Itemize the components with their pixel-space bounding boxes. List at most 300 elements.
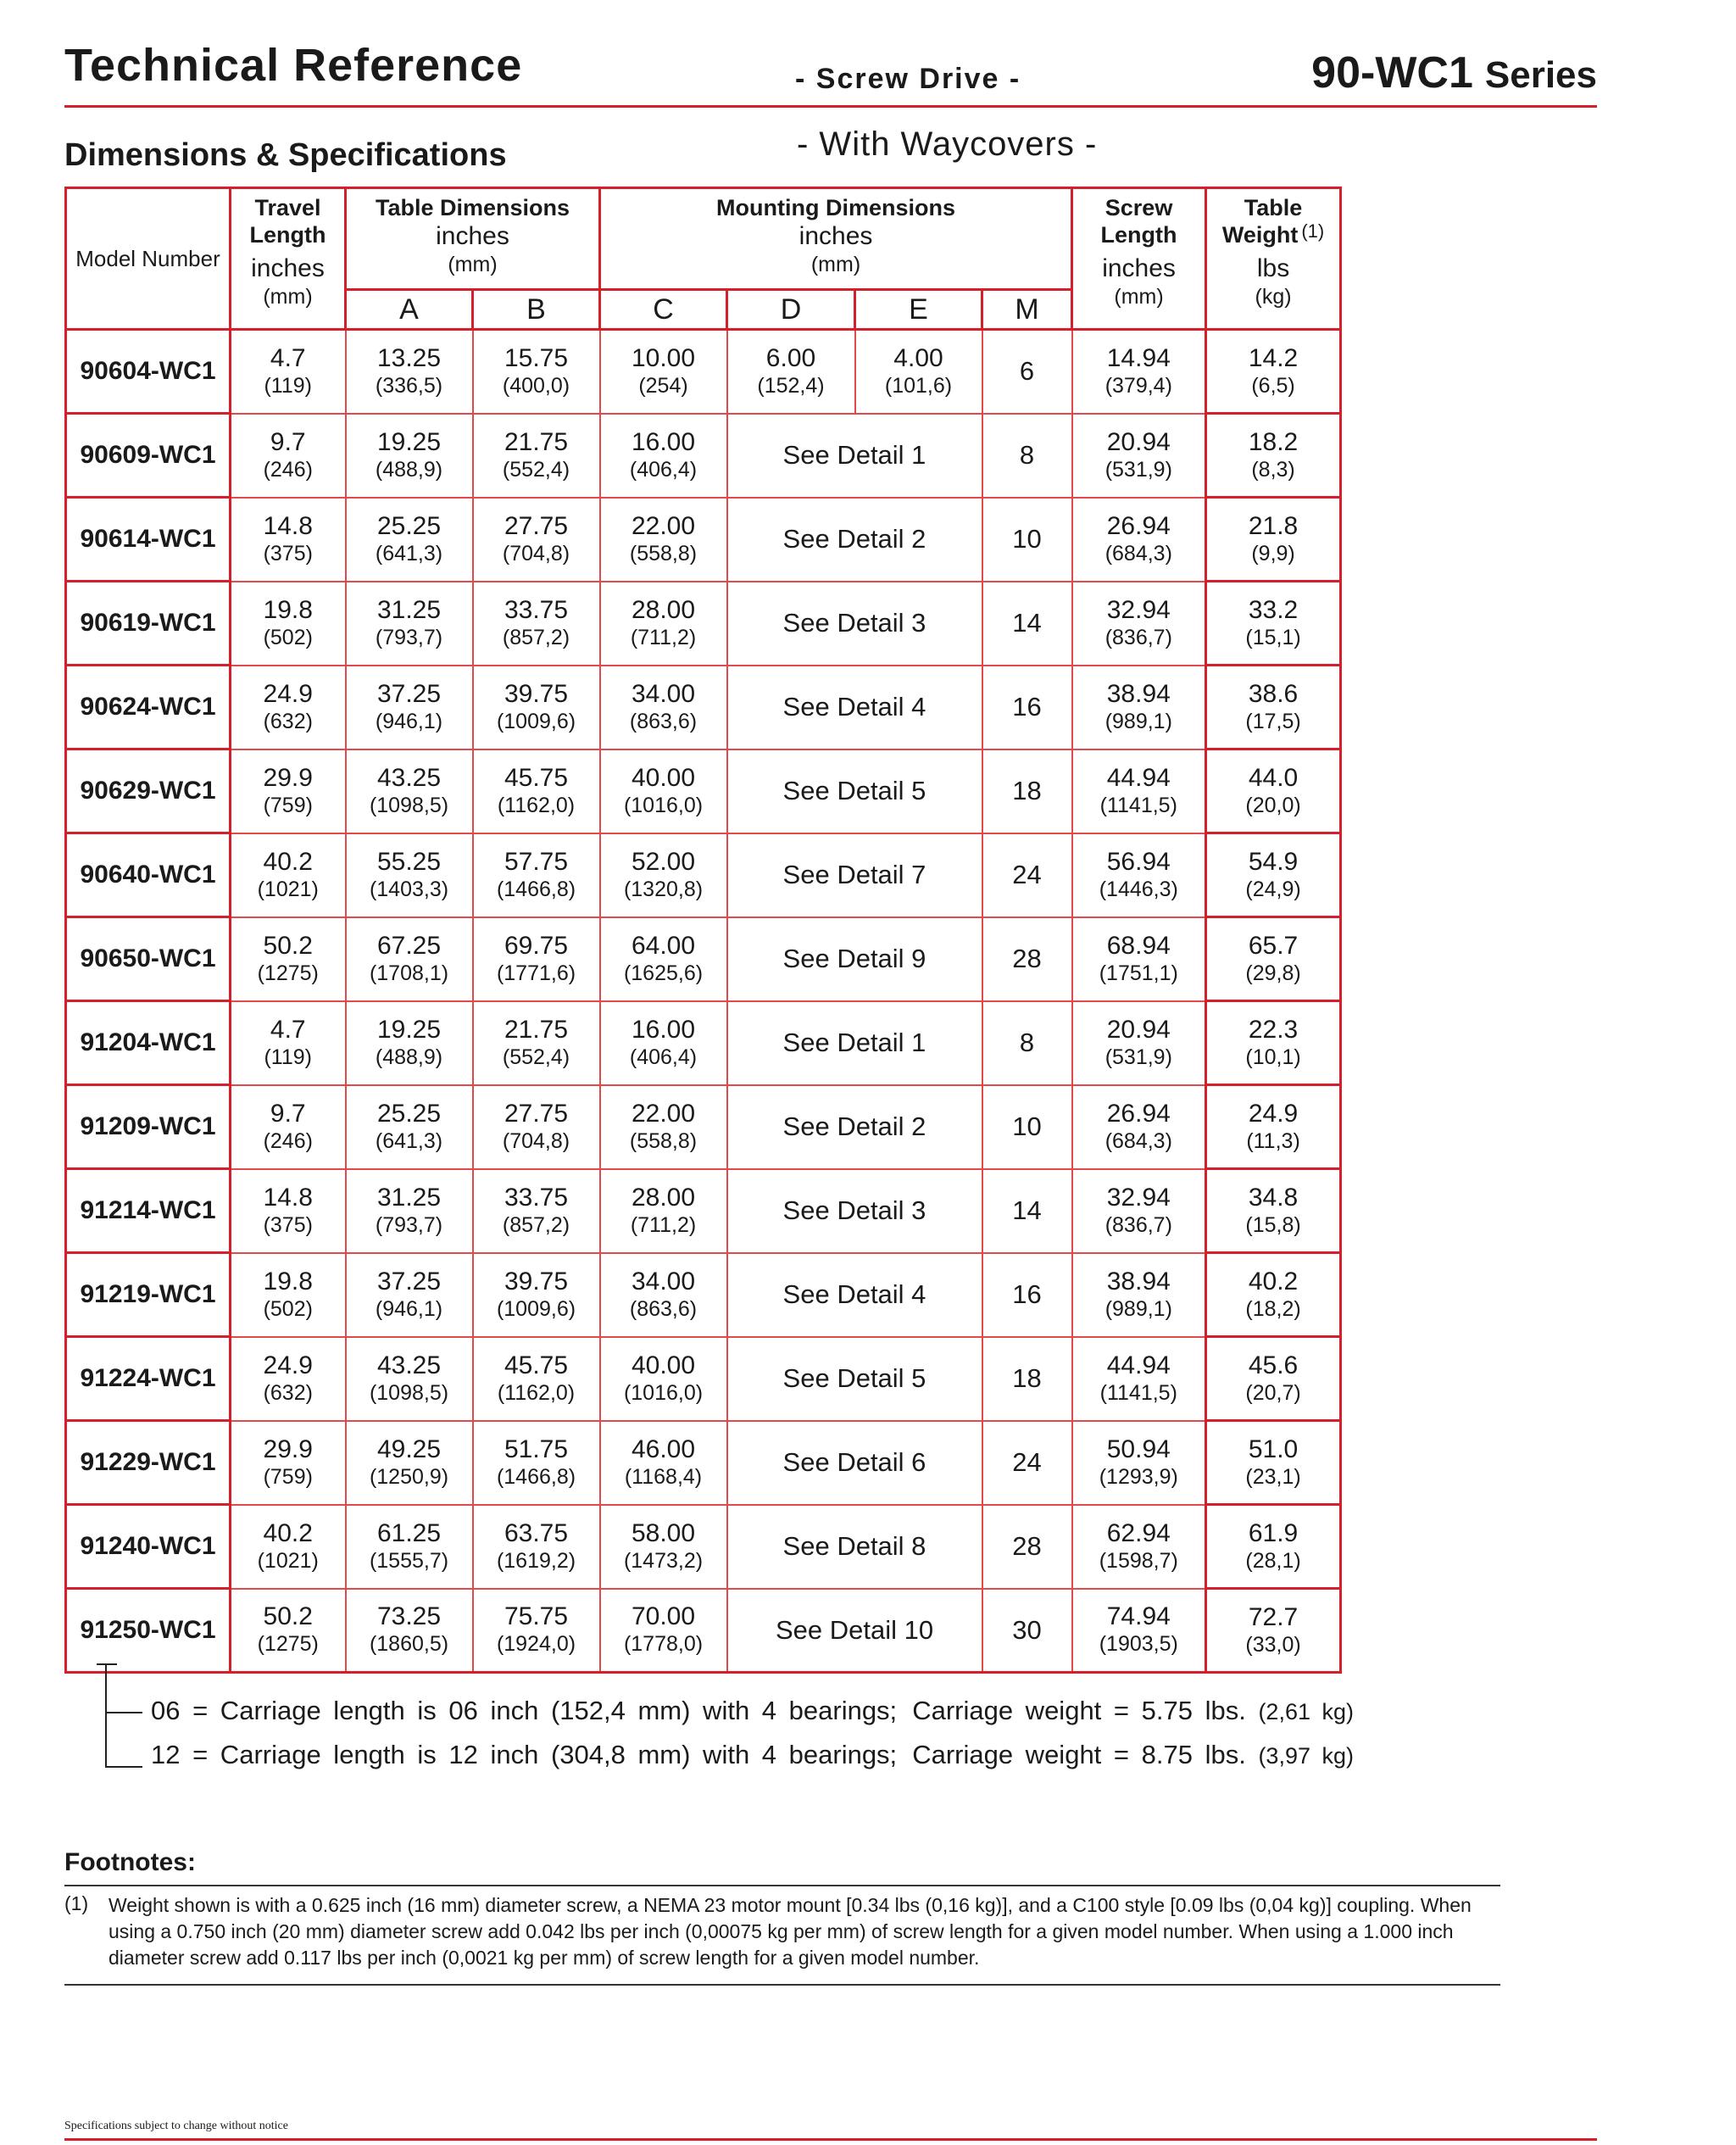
dim-m-cell: 28	[982, 1505, 1072, 1589]
dim-c-mm: (558,8)	[629, 1128, 698, 1153]
series-number: 90-WC1	[1311, 48, 1473, 98]
header-col-a: A	[346, 290, 473, 330]
dim-a-value: 31.25	[376, 1183, 442, 1212]
table-weight-value: 54.9	[1248, 847, 1299, 876]
legend-line-06	[151, 1696, 1354, 1726]
header-screw-unit: inches	[1102, 254, 1176, 282]
dim-b-value: 27.75	[504, 1099, 569, 1128]
travel-length-mm: (1021)	[257, 877, 319, 901]
dim-c-value: 34.00	[631, 1267, 696, 1295]
dim-m-cell: 18	[982, 749, 1072, 833]
screw-length-value: 20.94	[1106, 427, 1171, 456]
header-travel-unit: inches	[251, 254, 325, 282]
dim-b-value: 51.75	[504, 1435, 569, 1463]
table-weight-kg: (11,3)	[1246, 1128, 1300, 1153]
dim-b-value: 15.75	[504, 343, 569, 372]
screw-length-value: 32.94	[1106, 595, 1171, 624]
table-weight-value: 21.8	[1248, 511, 1299, 540]
header-weight-kg: (kg)	[1255, 285, 1292, 309]
dim-a-value: 25.25	[376, 1099, 442, 1128]
travel-length-cell	[231, 1085, 346, 1169]
travel-length-mm: (375)	[263, 541, 313, 566]
screw-length-value: 68.94	[1106, 931, 1171, 960]
travel-length-cell	[231, 917, 346, 1001]
dim-b-cell	[473, 1589, 600, 1673]
table-header	[66, 188, 1341, 330]
dim-b-mm: (857,2)	[502, 625, 570, 649]
footnote-marker: (1)	[1301, 220, 1325, 242]
table-weight-kg: (15,8)	[1245, 1212, 1301, 1237]
screw-length-value: 26.94	[1106, 1099, 1171, 1128]
screw-length-mm: (989,1)	[1104, 709, 1172, 733]
dim-b-cell	[473, 1505, 600, 1589]
dim-b-mm: (704,8)	[502, 1128, 570, 1153]
screw-length-value: 74.94	[1106, 1602, 1171, 1631]
dim-a-cell	[346, 666, 473, 749]
dim-b-mm: (1162,0)	[497, 793, 576, 817]
header-travel-mm: (mm)	[263, 285, 313, 309]
dim-a-mm: (1250,9)	[369, 1464, 449, 1489]
travel-length-mm: (246)	[263, 457, 313, 482]
travel-length-mm: (119)	[264, 1045, 312, 1069]
table-weight-cell	[1206, 1589, 1341, 1673]
header-table-dims-unit: inches	[436, 222, 509, 250]
model-number-cell: 90604-WC1	[66, 330, 231, 414]
dim-a-cell	[346, 414, 473, 498]
dim-b-cell	[473, 1337, 600, 1421]
table-weight-kg: (6,5)	[1251, 373, 1295, 398]
screw-length-value: 38.94	[1106, 1267, 1171, 1295]
screw-length-cell	[1072, 1589, 1206, 1673]
dim-c-value: 22.00	[631, 1099, 696, 1128]
dim-a-cell	[346, 833, 473, 917]
dim-c-cell	[600, 1253, 727, 1337]
dim-c-cell	[600, 1505, 727, 1589]
header-col-d: D	[727, 290, 855, 330]
travel-length-value: 4.7	[270, 1015, 306, 1044]
dim-b-mm: (857,2)	[502, 1212, 570, 1237]
dim-a-cell	[346, 749, 473, 833]
dim-c-mm: (1016,0)	[623, 793, 704, 817]
change-notice: Specifications subject to change without notice	[64, 2120, 288, 2132]
screw-length-cell	[1072, 498, 1206, 582]
dim-b-cell	[473, 917, 600, 1001]
dim-b-mm: (1009,6)	[496, 709, 576, 733]
travel-length-value: 40.2	[263, 1518, 313, 1547]
screw-length-mm: (1141,5)	[1099, 793, 1177, 817]
footnotes-rule-top	[64, 1885, 1500, 1886]
see-detail-cell: See Detail 8	[727, 1505, 982, 1589]
dim-c-value: 70.00	[631, 1602, 696, 1631]
dim-b-value: 75.75	[504, 1602, 569, 1631]
header-table-dims-label: Table Dimensions	[375, 195, 570, 220]
table-row	[66, 1253, 1341, 1337]
screw-length-mm: (684,3)	[1104, 1128, 1172, 1153]
legend-bracket-stem	[105, 1663, 107, 1767]
dim-c-mm: (711,2)	[630, 1212, 697, 1237]
screw-length-mm: (1903,5)	[1099, 1632, 1178, 1657]
dim-a-value: 13.25	[376, 343, 442, 372]
dim-m-cell: 28	[982, 917, 1072, 1001]
dim-a-cell	[346, 1337, 473, 1421]
legend-bracket-cap	[97, 1663, 117, 1665]
dim-m-cell: 8	[982, 1001, 1072, 1085]
dim-a-mm: (488,9)	[375, 457, 443, 482]
screw-length-value: 44.94	[1106, 1351, 1171, 1379]
travel-length-value: 9.7	[270, 1099, 306, 1128]
table-weight-value: 51.0	[1248, 1435, 1299, 1463]
section-title: Dimensions & Specifications	[64, 137, 507, 173]
screw-length-mm: (531,9)	[1104, 1045, 1172, 1069]
dim-a-mm: (1860,5)	[369, 1632, 449, 1657]
dim-b-value: 21.75	[504, 1015, 569, 1044]
screw-length-cell	[1072, 330, 1206, 414]
see-detail-cell: See Detail 5	[727, 749, 982, 833]
screw-length-cell	[1072, 1001, 1206, 1085]
travel-length-mm: (1275)	[257, 961, 319, 985]
table-weight-cell	[1206, 666, 1341, 749]
travel-length-cell	[231, 582, 346, 666]
dim-c-value: 34.00	[631, 679, 696, 708]
header-table-dims-mm: (mm)	[448, 253, 498, 276]
header-col-c: C	[600, 290, 727, 330]
dim-c-value: 58.00	[631, 1518, 696, 1547]
dim-b-value: 27.75	[504, 511, 569, 540]
travel-length-cell	[231, 1505, 346, 1589]
dim-b-mm: (1466,8)	[496, 1464, 576, 1489]
model-number-cell: 90619-WC1	[66, 582, 231, 666]
table-body	[66, 330, 1341, 1673]
screw-length-mm: (1293,9)	[1099, 1464, 1178, 1489]
table-weight-value: 40.2	[1248, 1267, 1299, 1295]
header-table-dimensions	[346, 188, 600, 290]
dim-a-cell	[346, 1169, 473, 1253]
dim-a-value: 37.25	[376, 1267, 442, 1295]
table-weight-kg: (17,5)	[1245, 709, 1301, 733]
table-row	[66, 1001, 1341, 1085]
dim-m-cell: 6	[982, 330, 1072, 414]
dim-a-mm: (793,7)	[375, 625, 443, 649]
screw-length-value: 14.94	[1106, 343, 1171, 372]
table-weight-kg: (8,3)	[1251, 457, 1295, 482]
table-row	[66, 1169, 1341, 1253]
dim-a-mm: (1098,5)	[369, 793, 449, 817]
screw-length-mm: (1446,3)	[1099, 877, 1178, 901]
dim-a-mm: (1555,7)	[369, 1548, 449, 1573]
header-mounting-unit: inches	[798, 222, 873, 250]
dim-c-cell	[600, 1337, 727, 1421]
table-weight-value: 44.0	[1248, 763, 1299, 792]
dim-m-cell: 16	[982, 666, 1072, 749]
dim-b-mm: (552,4)	[502, 1045, 570, 1069]
dim-c-mm: (1778,0)	[623, 1632, 704, 1657]
screw-length-value: 20.94	[1106, 1015, 1171, 1044]
legend-06-weight: Carriage weight = 5.75 lbs.	[912, 1696, 1246, 1725]
dim-c-cell	[600, 749, 727, 833]
dim-m-cell: 30	[982, 1589, 1072, 1673]
dim-c-mm: (1625,6)	[623, 961, 704, 985]
screw-length-cell	[1072, 1253, 1206, 1337]
series-label	[1311, 47, 1597, 98]
travel-length-cell	[231, 414, 346, 498]
travel-length-cell	[231, 1169, 346, 1253]
screw-length-value: 62.94	[1106, 1518, 1171, 1547]
travel-length-cell	[231, 1421, 346, 1505]
header-col-e: E	[855, 290, 982, 330]
header-col-m: M	[982, 290, 1072, 330]
travel-length-value: 24.9	[263, 1351, 313, 1379]
header-rule	[64, 105, 1597, 108]
header-mounting-label: Mounting Dimensions	[716, 195, 956, 220]
travel-length-mm: (375)	[263, 1212, 313, 1237]
table-weight-kg: (18,2)	[1245, 1296, 1301, 1321]
travel-length-value: 40.2	[263, 847, 313, 876]
travel-length-value: 4.7	[270, 343, 306, 372]
table-weight-cell	[1206, 917, 1341, 1001]
travel-length-cell	[231, 1337, 346, 1421]
travel-length-mm: (502)	[263, 625, 313, 649]
dim-a-cell	[346, 1001, 473, 1085]
series-word: Series	[1484, 54, 1597, 96]
see-detail-cell: See Detail 1	[727, 414, 982, 498]
table-weight-kg: (24,9)	[1245, 877, 1301, 901]
header-col-b: B	[473, 290, 600, 330]
dim-a-cell	[346, 917, 473, 1001]
dim-c-mm: (863,6)	[629, 709, 698, 733]
header-mounting-dimensions	[600, 188, 1072, 290]
travel-length-value: 19.8	[263, 595, 313, 624]
header-screw-length	[1072, 188, 1206, 330]
legend-12-text: 12 = Carriage length is 12 inch (304,8 mm) with 4 bearings;	[151, 1740, 898, 1769]
dim-a-value: 31.25	[376, 595, 442, 624]
dim-c-cell	[600, 1589, 727, 1673]
dim-b-mm: (1924,0)	[496, 1632, 576, 1657]
dim-b-value: 39.75	[504, 679, 569, 708]
dim-a-mm: (488,9)	[375, 1045, 443, 1069]
table-row	[66, 1085, 1341, 1169]
screw-length-cell	[1072, 582, 1206, 666]
table-row	[66, 1589, 1341, 1673]
screw-length-value: 44.94	[1106, 763, 1171, 792]
dim-a-mm: (793,7)	[375, 1212, 443, 1237]
see-detail-cell: See Detail 1	[727, 1001, 982, 1085]
header-travel-label: Travel Length	[249, 195, 326, 248]
dim-c-value: 52.00	[631, 847, 696, 876]
dim-c-cell	[600, 1169, 727, 1253]
see-detail-cell: See Detail 2	[727, 498, 982, 582]
table-weight-cell	[1206, 1169, 1341, 1253]
table-row	[66, 1421, 1341, 1505]
dim-b-mm: (400,0)	[502, 373, 570, 398]
model-number-cell: 90629-WC1	[66, 749, 231, 833]
dim-c-mm: (1473,2)	[623, 1548, 704, 1573]
table-weight-cell	[1206, 749, 1341, 833]
dim-b-cell	[473, 833, 600, 917]
dim-m-cell: 10	[982, 498, 1072, 582]
dim-a-mm: (1708,1)	[369, 961, 449, 985]
dim-c-mm: (1320,8)	[623, 877, 704, 901]
see-detail-cell: See Detail 2	[727, 1085, 982, 1169]
dim-b-cell	[473, 1169, 600, 1253]
dim-b-value: 39.75	[504, 1267, 569, 1295]
table-weight-value: 65.7	[1248, 931, 1299, 960]
dim-b-value: 63.75	[504, 1518, 569, 1547]
travel-length-mm: (119)	[264, 373, 312, 398]
dim-e-mm: (101,6)	[884, 373, 953, 398]
dim-a-mm: (1403,3)	[369, 877, 449, 901]
model-number-cell: 91214-WC1	[66, 1169, 231, 1253]
table-row	[66, 749, 1341, 833]
table-weight-cell	[1206, 1505, 1341, 1589]
table-weight-cell	[1206, 330, 1341, 414]
screw-length-mm: (836,7)	[1104, 1212, 1172, 1237]
table-weight-kg: (20,7)	[1245, 1380, 1301, 1405]
table-row	[66, 833, 1341, 917]
dim-c-value: 16.00	[631, 1015, 696, 1044]
screw-length-value: 32.94	[1106, 1183, 1171, 1212]
table-weight-cell	[1206, 498, 1341, 582]
table-row	[66, 917, 1341, 1001]
travel-length-mm: (759)	[263, 793, 313, 817]
dim-b-value: 21.75	[504, 427, 569, 456]
dim-a-mm: (946,1)	[375, 1296, 443, 1321]
dim-a-value: 25.25	[376, 511, 442, 540]
dim-m-cell: 18	[982, 1337, 1072, 1421]
dim-b-cell	[473, 666, 600, 749]
dim-a-mm: (641,3)	[375, 1128, 443, 1153]
legend-line-12	[151, 1740, 1354, 1770]
screw-length-value: 26.94	[1106, 511, 1171, 540]
model-number-cell: 91224-WC1	[66, 1337, 231, 1421]
dim-m-cell: 14	[982, 582, 1072, 666]
dim-c-mm: (254)	[638, 373, 688, 398]
travel-length-cell	[231, 833, 346, 917]
dim-a-mm: (946,1)	[375, 709, 443, 733]
model-number-cell: 90609-WC1	[66, 414, 231, 498]
travel-length-mm: (632)	[263, 709, 313, 733]
screw-length-cell	[1072, 1421, 1206, 1505]
table-weight-cell	[1206, 414, 1341, 498]
table-weight-kg: (23,1)	[1245, 1464, 1301, 1489]
specifications-table	[64, 187, 1342, 1674]
table-weight-value: 22.3	[1248, 1015, 1299, 1044]
dim-c-mm: (711,2)	[630, 625, 697, 649]
travel-length-mm: (1275)	[257, 1632, 319, 1657]
see-detail-cell: See Detail 4	[727, 1253, 982, 1337]
dim-m-cell: 14	[982, 1169, 1072, 1253]
screw-length-cell	[1072, 414, 1206, 498]
table-weight-cell	[1206, 1421, 1341, 1505]
model-number-cell: 91209-WC1	[66, 1085, 231, 1169]
footnotes-heading: Footnotes:	[64, 1848, 196, 1876]
screw-length-value: 50.94	[1106, 1435, 1171, 1463]
header-mounting-mm: (mm)	[810, 253, 861, 276]
model-number-cell: 91240-WC1	[66, 1505, 231, 1589]
dim-m-cell: 24	[982, 833, 1072, 917]
dim-c-cell	[600, 666, 727, 749]
table-row	[66, 1505, 1341, 1589]
table-weight-value: 18.2	[1248, 427, 1299, 456]
dim-c-cell	[600, 833, 727, 917]
table-weight-kg: (33,0)	[1245, 1632, 1301, 1657]
screw-length-cell	[1072, 1169, 1206, 1253]
model-number-cell: 91219-WC1	[66, 1253, 231, 1337]
screw-length-mm: (531,9)	[1104, 457, 1172, 482]
dim-c-value: 46.00	[631, 1435, 696, 1463]
footnotes-rule-bottom	[64, 1984, 1500, 1986]
dim-m-cell: 10	[982, 1085, 1072, 1169]
model-number-cell: 90614-WC1	[66, 498, 231, 582]
dim-b-cell	[473, 330, 600, 414]
dim-a-mm: (336,5)	[375, 373, 443, 398]
table-row	[66, 498, 1341, 582]
dim-c-cell	[600, 498, 727, 582]
dim-b-mm: (552,4)	[502, 457, 570, 482]
legend-bracket-branch	[105, 1766, 142, 1768]
travel-length-cell	[231, 1589, 346, 1673]
travel-length-value: 50.2	[263, 1602, 313, 1631]
dim-b-value: 45.75	[504, 763, 569, 792]
dim-b-mm: (1009,6)	[496, 1296, 576, 1321]
travel-length-value: 14.8	[263, 1183, 313, 1212]
table-weight-kg: (15,1)	[1245, 625, 1301, 649]
travel-length-cell	[231, 1253, 346, 1337]
dim-m-cell: 24	[982, 1421, 1072, 1505]
see-detail-cell: See Detail 4	[727, 666, 982, 749]
dim-c-value: 64.00	[631, 931, 696, 960]
dim-d-cell	[727, 330, 855, 414]
table-weight-value: 72.7	[1248, 1602, 1299, 1631]
travel-length-value: 14.8	[263, 511, 313, 540]
dim-c-value: 22.00	[631, 511, 696, 540]
dim-a-value: 67.25	[376, 931, 442, 960]
dim-d-value: 6.00	[765, 343, 816, 372]
travel-length-value: 9.7	[270, 427, 306, 456]
header-screw-label: Screw Length	[1100, 195, 1177, 248]
header-weight-text: Table Weight	[1221, 195, 1303, 248]
screw-length-mm: (836,7)	[1104, 625, 1172, 649]
dim-d-mm: (152,4)	[757, 373, 825, 398]
see-detail-cell: See Detail 3	[727, 1169, 982, 1253]
screw-length-cell	[1072, 666, 1206, 749]
dim-c-mm: (406,4)	[629, 457, 698, 482]
header-screw-mm: (mm)	[1114, 285, 1164, 309]
table-weight-value: 34.8	[1248, 1183, 1299, 1212]
dim-a-mm: (641,3)	[375, 541, 443, 566]
table-weight-value: 24.9	[1248, 1099, 1299, 1128]
table-weight-value: 33.2	[1248, 595, 1299, 624]
screw-length-mm: (989,1)	[1104, 1296, 1172, 1321]
header-table-weight	[1206, 188, 1341, 330]
travel-length-value: 50.2	[263, 931, 313, 960]
dim-c-value: 10.00	[631, 343, 696, 372]
dim-a-cell	[346, 1253, 473, 1337]
screw-length-mm: (1598,7)	[1099, 1548, 1178, 1573]
screw-length-cell	[1072, 833, 1206, 917]
dim-b-cell	[473, 1421, 600, 1505]
dim-b-mm: (1771,6)	[496, 961, 576, 985]
model-number-cell: 91250-WC1	[66, 1589, 231, 1673]
dim-c-cell	[600, 414, 727, 498]
dim-a-cell	[346, 330, 473, 414]
dim-c-cell	[600, 917, 727, 1001]
dim-b-value: 69.75	[504, 931, 569, 960]
screw-length-value: 56.94	[1106, 847, 1171, 876]
dim-a-cell	[346, 1505, 473, 1589]
footnote-number: (1)	[64, 1892, 89, 1914]
dim-e-cell	[855, 330, 982, 414]
dim-a-value: 55.25	[376, 847, 442, 876]
